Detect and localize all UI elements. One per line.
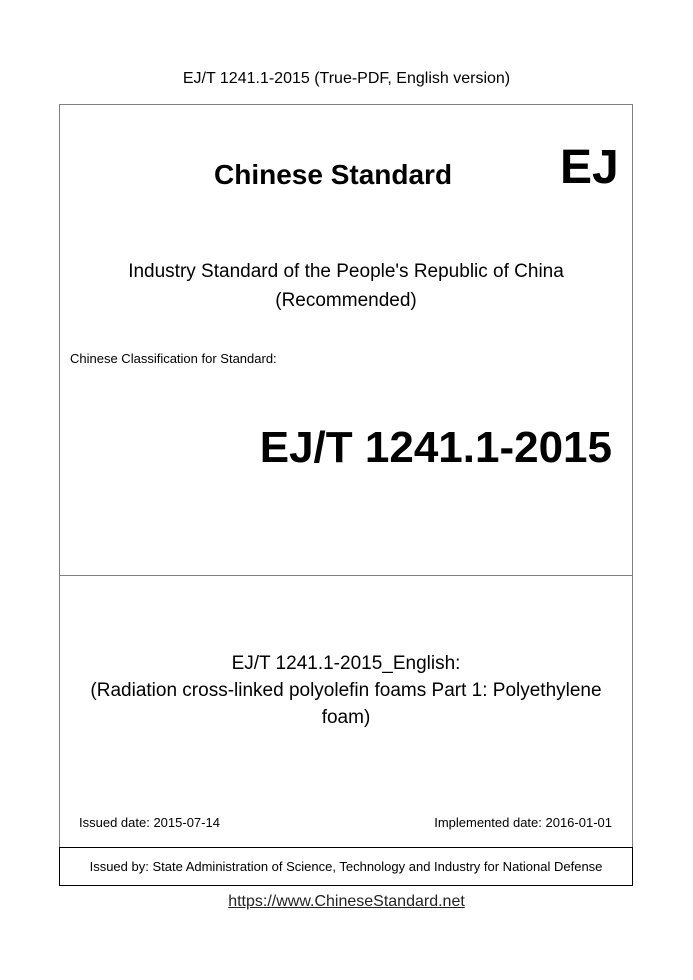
document-header: EJ/T 1241.1-2015 (True-PDF, English version) — [182, 70, 511, 87]
description-line-3: foam) — [321, 707, 371, 728]
issuer-text: Issued by: State Administration of Science, Technology and Industry for National Defense — [89, 859, 603, 874]
subtitle-line-2: (Recommended) — [275, 290, 417, 311]
subtitle-line-1: Industry Standard of the People's Republic of China — [128, 261, 564, 282]
classification-label: Chinese Classification for Standard: — [70, 351, 277, 366]
description-line-1: EJ/T 1241.1-2015_English: — [231, 653, 461, 674]
website-link[interactable]: https://www.ChineseStandard.net — [228, 893, 465, 910]
cover-subtitle — [59, 257, 633, 315]
cover-frame — [59, 104, 633, 886]
standard-description — [59, 650, 633, 731]
implemented-date: Implemented date: 2016-01-01 — [434, 815, 612, 830]
issued-date: Issued date: 2015-07-14 — [79, 815, 220, 830]
standard-number: EJ/T 1241.1-2015 — [259, 423, 612, 472]
standard-code-mark: EJ — [560, 141, 619, 194]
description-line-2: (Radiation cross-linked polyolefin foams Part 1: Polyethylene — [90, 680, 602, 701]
issuer-box — [59, 847, 633, 886]
cover-title: Chinese Standard — [214, 159, 453, 190]
section-divider — [59, 575, 633, 576]
